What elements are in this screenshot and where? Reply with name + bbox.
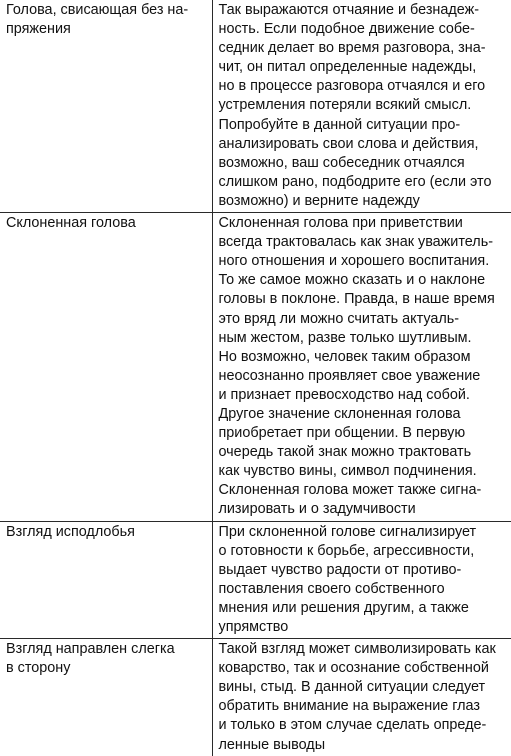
gesture-description-cell: Такой взгляд может символизировать как коварство, так и осознание собственной вины, стыд. В данной ситуации следует обратить внимание на выражение глаз и только в этом случае сделать опреде- ленные выводы <box>212 639 511 756</box>
gesture-description-cell: Склоненная голова при приветствии всегда трактовалась как знак уважитель- ного отношения и хорошего воспитания. То же самое можно сказать и о наклоне головы в поклоне. Правда, в наше время это вряд ли можно считать актуаль- ным жестом, разве только шутливым. Но возможно, человек таким образом неосознанно проявляет свое уважение и признает превосходство над собой. Другое значение склоненная голова приобретает при общении. В первую очередь такой знак можно трактовать как чувство вины, символ подчинения. Склоненная голова может также сигна- лизировать и о задумчивости <box>212 213 511 522</box>
table-row <box>0 213 511 522</box>
gesture-description-cell: При склоненной голове сигнализирует о готовности к борьбе, агрессивности, выдает чувство радости от противо- поставления своего собственного мнения или решения другим, а также упрямство <box>212 521 511 639</box>
gesture-term-cell: Взгляд исподлобья <box>0 521 212 639</box>
gesture-term-cell: Склоненная голова <box>0 213 212 522</box>
gesture-term-cell: Взгляд направлен слегка в сторону <box>0 639 212 756</box>
table-row <box>0 0 511 213</box>
table-row <box>0 639 511 756</box>
gesture-term-cell: Голова, свисающая без на- пряжения <box>0 0 212 213</box>
table-row <box>0 521 511 639</box>
gesture-description-cell: Так выражаются отчаяние и безнадеж- ность. Если подобное движение собе- седник делает во время разговора, зна- чит, он питал определенные надежды, но в процессе разговора отчаялся и его устремления потеряли всякий смысл. Попробуйте в данной ситуации про- анализировать свои слова и действия, возможно, ваш собеседник отчаялся слишком рано, подбодрите его (если это возможно) и верните надежду <box>212 0 511 213</box>
